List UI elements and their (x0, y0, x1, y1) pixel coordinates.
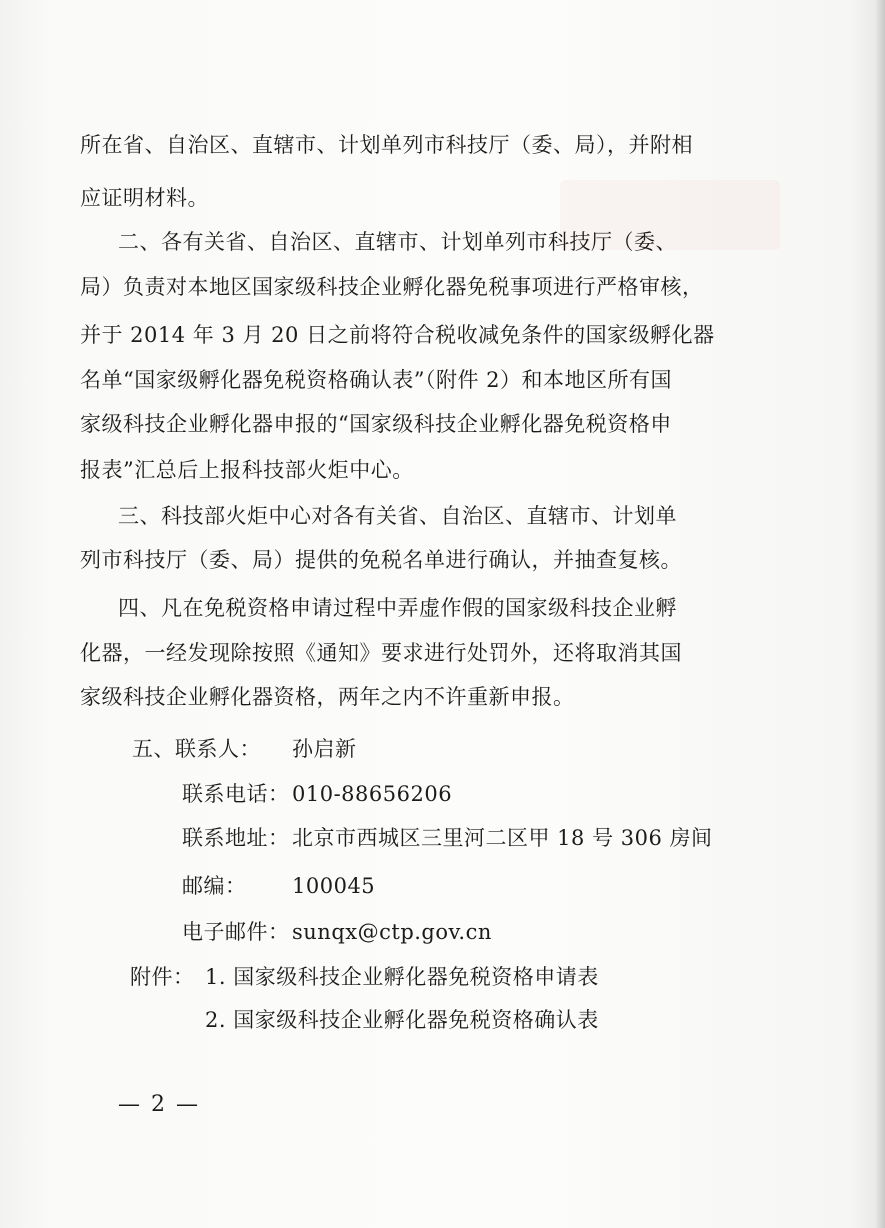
contact-person-value: 孙启新 (292, 737, 357, 761)
page-number: — 2 — (118, 1092, 200, 1117)
contact-address-label: 联系地址： (182, 826, 290, 850)
paragraph-line: 报表”汇总后上报科技部火炬中心。 (80, 458, 414, 482)
contact-postcode-label: 邮编： (182, 874, 247, 898)
contact-phone-label: 联系电话： (182, 782, 290, 806)
paragraph-line: 四、凡在免税资格申请过程中弄虚作假的国家级科技企业孵 (118, 596, 677, 620)
contact-postcode-value: 100045 (292, 874, 376, 898)
paragraph-line: 家级科技企业孵化器申报的“国家级科技企业孵化器免税资格申 (80, 412, 672, 436)
paragraph-line: 并于 2014 年 3 月 20 日之前将符合税收减免条件的国家级孵化器 (80, 323, 715, 347)
contact-person-label: 五、联系人： (132, 737, 261, 761)
attachment-item: 2. 国家级科技企业孵化器免税资格确认表 (205, 1008, 599, 1032)
attachment-item: 1. 国家级科技企业孵化器免税资格申请表 (205, 965, 599, 989)
contact-phone-value: 010-88656206 (292, 782, 453, 806)
contact-address-value: 北京市西城区三里河二区甲 18 号 306 房间 (292, 826, 713, 850)
paragraph-line: 列市科技厅（委、局）提供的免税名单进行确认，并抽查复核。 (80, 548, 682, 572)
paragraph-line: 化器，一经发现除按照《通知》要求进行处罚外，还将取消其国 (80, 641, 682, 665)
paragraph-line: 应证明材料。 (80, 186, 209, 210)
paragraph-line: 二、各有关省、自治区、直辖市、计划单列市科技厅（委、 (118, 230, 677, 254)
contact-email-value: sunqx@ctp.gov.cn (292, 920, 492, 944)
contact-email-label: 电子邮件： (182, 920, 290, 944)
paragraph-line: 家级科技企业孵化器资格，两年之内不许重新申报。 (80, 685, 575, 709)
paragraph-line: 局）负责对本地区国家级科技企业孵化器免税事项进行严格审核， (80, 275, 704, 299)
paragraph-line: 名单“国家级孵化器免税资格确认表”（附件 2）和本地区所有国 (80, 368, 673, 392)
paragraph-line: 所在省、自治区、直辖市、计划单列市科技厅（委、局），并附相 (80, 133, 693, 157)
scan-edge-shadow (875, 0, 885, 1228)
attachments-label: 附件： (130, 965, 195, 989)
paragraph-line: 三、科技部火炬中心对各有关省、自治区、直辖市、计划单 (118, 504, 677, 528)
